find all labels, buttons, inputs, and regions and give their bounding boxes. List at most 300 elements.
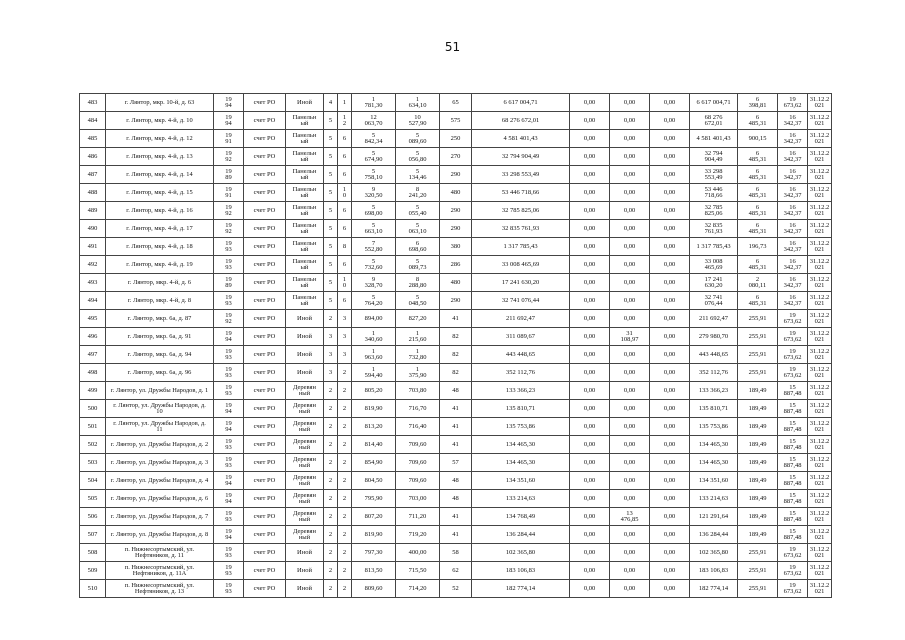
total-cost-cell: 136 284,44 xyxy=(472,526,570,544)
cost-fed-cell: 0,00 xyxy=(570,490,610,508)
residents-cell: 58 xyxy=(440,544,472,562)
residents-cell: 57 xyxy=(440,454,472,472)
table-row xyxy=(80,418,832,436)
max-unit-cost-cell: 16 342,37 xyxy=(778,292,808,310)
living-area-cell: 1 375,90 xyxy=(396,364,440,382)
floors-cell: 2 xyxy=(324,436,338,454)
address-cell: г. Лянтор, мкр. 6а, д. 94 xyxy=(106,346,214,364)
residents-cell: 41 xyxy=(440,418,472,436)
deadline-cell: 31.12.2 021 xyxy=(808,580,832,598)
total-area-cell: 813,50 xyxy=(352,562,396,580)
max-unit-cost-cell: 16 342,37 xyxy=(778,256,808,274)
total-area-cell: 12 063,70 xyxy=(352,112,396,130)
entrances-cell: 6 xyxy=(338,256,352,274)
residents-cell: 82 xyxy=(440,328,472,346)
unit-cost-cell: 6 485,31 xyxy=(738,148,778,166)
unit-cost-cell: 255,91 xyxy=(738,562,778,580)
cost-region-cell: 0,00 xyxy=(610,562,650,580)
floors-cell: 5 xyxy=(324,112,338,130)
cost-fed-cell: 0,00 xyxy=(570,400,610,418)
total-cost-cell: 33 008 465,69 xyxy=(472,256,570,274)
max-unit-cost-cell: 16 342,37 xyxy=(778,202,808,220)
cost-region-cell: 0,00 xyxy=(610,202,650,220)
unit-cost-cell: 255,91 xyxy=(738,346,778,364)
cost-owners-cell: 135 753,86 xyxy=(690,418,738,436)
deadline-cell: 31.12.2 021 xyxy=(808,346,832,364)
deadline-cell: 31.12.2 021 xyxy=(808,220,832,238)
wall-material-cell: Панельн ый xyxy=(286,274,324,292)
build-year-cell: 19 89 xyxy=(214,166,244,184)
max-unit-cost-cell: 19 673,62 xyxy=(778,562,808,580)
floors-cell: 5 xyxy=(324,130,338,148)
cost-local-cell: 0,00 xyxy=(650,472,690,490)
cost-fed-cell: 0,00 xyxy=(570,544,610,562)
wall-material-cell: Панельн ый xyxy=(286,166,324,184)
fund-method-cell: счет РО xyxy=(244,274,286,292)
build-year-cell: 19 93 xyxy=(214,436,244,454)
cost-owners-cell: 183 106,83 xyxy=(690,562,738,580)
deadline-cell: 31.12.2 021 xyxy=(808,166,832,184)
cost-region-cell: 0,00 xyxy=(610,418,650,436)
wall-material-cell: Иной xyxy=(286,346,324,364)
cost-region-cell: 0,00 xyxy=(610,130,650,148)
table-row xyxy=(80,508,832,526)
cost-fed-cell: 0,00 xyxy=(570,418,610,436)
deadline-cell: 31.12.2 021 xyxy=(808,508,832,526)
cost-local-cell: 0,00 xyxy=(650,490,690,508)
total-area-cell: 1 963,60 xyxy=(352,346,396,364)
deadline-cell: 31.12.2 021 xyxy=(808,202,832,220)
entrances-cell: 2 xyxy=(338,400,352,418)
total-area-cell: 809,60 xyxy=(352,580,396,598)
address-cell: г. Лянтор, ул. Дружбы Народов, д. 10 xyxy=(106,400,214,418)
cost-owners-cell: 121 291,64 xyxy=(690,508,738,526)
address-cell: г. Лянтор, мкр. 4-й, д. 10 xyxy=(106,112,214,130)
address-cell: г. Лянтор, ул. Дружбы Народов, д. 4 xyxy=(106,472,214,490)
floors-cell: 3 xyxy=(324,328,338,346)
deadline-cell: 31.12.2 021 xyxy=(808,184,832,202)
cost-fed-cell: 0,00 xyxy=(570,364,610,382)
unit-cost-cell: 900,15 xyxy=(738,130,778,148)
deadline-cell: 31.12.2 021 xyxy=(808,292,832,310)
residents-cell: 480 xyxy=(440,274,472,292)
wall-material-cell: Панельн ый xyxy=(286,184,324,202)
cost-local-cell: 0,00 xyxy=(650,400,690,418)
fund-method-cell: счет РО xyxy=(244,472,286,490)
unit-cost-cell: 255,91 xyxy=(738,544,778,562)
table-row xyxy=(80,526,832,544)
fund-method-cell: счет РО xyxy=(244,292,286,310)
entrances-cell: 6 xyxy=(338,220,352,238)
living-area-cell: 1 215,60 xyxy=(396,328,440,346)
entrances-cell: 6 xyxy=(338,148,352,166)
total-cost-cell: 6 617 004,71 xyxy=(472,94,570,112)
build-year-cell: 19 92 xyxy=(214,202,244,220)
total-area-cell: 854,90 xyxy=(352,454,396,472)
address-cell: г. Лянтор, ул. Дружбы Народов, д. 8 xyxy=(106,526,214,544)
cost-region-cell: 0,00 xyxy=(610,166,650,184)
wall-material-cell: Панельн ый xyxy=(286,130,324,148)
table-row xyxy=(80,310,832,328)
wall-material-cell: Деревян ный xyxy=(286,382,324,400)
address-cell: г. Лянтор, мкр. 10-й, д. 63 xyxy=(106,94,214,112)
wall-material-cell: Деревян ный xyxy=(286,490,324,508)
total-area-cell: 805,20 xyxy=(352,382,396,400)
wall-material-cell: Иной xyxy=(286,328,324,346)
build-year-cell: 19 93 xyxy=(214,454,244,472)
residents-cell: 480 xyxy=(440,184,472,202)
total-cost-cell: 32 835 761,93 xyxy=(472,220,570,238)
cost-owners-cell: 352 112,76 xyxy=(690,364,738,382)
entrances-cell: 1 xyxy=(338,94,352,112)
floors-cell: 5 xyxy=(324,166,338,184)
cost-region-cell: 0,00 xyxy=(610,274,650,292)
build-year-cell: 19 93 xyxy=(214,580,244,598)
address-cell: г. Лянтор, мкр. 4-й, д. 17 xyxy=(106,220,214,238)
row-number-cell: 501 xyxy=(80,418,106,436)
deadline-cell: 31.12.2 021 xyxy=(808,382,832,400)
cost-region-cell: 0,00 xyxy=(610,292,650,310)
address-cell: г. Лянтор, ул. Дружбы Народов, д. 11 xyxy=(106,418,214,436)
wall-material-cell: Панельн ый xyxy=(286,202,324,220)
unit-cost-cell: 189,49 xyxy=(738,400,778,418)
living-area-cell: 5 056,80 xyxy=(396,148,440,166)
table-row xyxy=(80,562,832,580)
table-row xyxy=(80,436,832,454)
living-area-cell: 709,60 xyxy=(396,472,440,490)
table-row xyxy=(80,130,832,148)
living-area-cell: 827,20 xyxy=(396,310,440,328)
build-year-cell: 19 94 xyxy=(214,472,244,490)
cost-owners-cell: 53 446 718,66 xyxy=(690,184,738,202)
build-year-cell: 19 93 xyxy=(214,382,244,400)
cost-region-cell: 0,00 xyxy=(610,436,650,454)
floors-cell: 2 xyxy=(324,562,338,580)
cost-local-cell: 0,00 xyxy=(650,580,690,598)
fund-method-cell: счет РО xyxy=(244,580,286,598)
cost-owners-cell: 135 810,71 xyxy=(690,400,738,418)
floors-cell: 5 xyxy=(324,274,338,292)
total-cost-cell: 32 785 825,06 xyxy=(472,202,570,220)
fund-method-cell: счет РО xyxy=(244,220,286,238)
max-unit-cost-cell: 16 342,37 xyxy=(778,166,808,184)
wall-material-cell: Иной xyxy=(286,364,324,382)
wall-material-cell: Деревян ный xyxy=(286,400,324,418)
cost-local-cell: 0,00 xyxy=(650,310,690,328)
build-year-cell: 19 94 xyxy=(214,112,244,130)
residents-cell: 41 xyxy=(440,508,472,526)
fund-method-cell: счет РО xyxy=(244,310,286,328)
deadline-cell: 31.12.2 021 xyxy=(808,562,832,580)
address-cell: г. Лянтор, мкр. 6а, д. 91 xyxy=(106,328,214,346)
deadline-cell: 31.12.2 021 xyxy=(808,490,832,508)
cost-local-cell: 0,00 xyxy=(650,148,690,166)
wall-material-cell: Панельн ый xyxy=(286,238,324,256)
cost-fed-cell: 0,00 xyxy=(570,328,610,346)
total-cost-cell: 311 089,67 xyxy=(472,328,570,346)
build-year-cell: 19 94 xyxy=(214,418,244,436)
fund-method-cell: счет РО xyxy=(244,148,286,166)
unit-cost-cell: 255,91 xyxy=(738,328,778,346)
cost-owners-cell: 33 008 465,69 xyxy=(690,256,738,274)
build-year-cell: 19 94 xyxy=(214,490,244,508)
total-area-cell: 5 764,20 xyxy=(352,292,396,310)
row-number-cell: 487 xyxy=(80,166,106,184)
fund-method-cell: счет РО xyxy=(244,544,286,562)
cost-region-cell: 0,00 xyxy=(610,112,650,130)
residents-cell: 250 xyxy=(440,130,472,148)
floors-cell: 2 xyxy=(324,508,338,526)
total-area-cell: 807,20 xyxy=(352,508,396,526)
cost-owners-cell: 443 448,65 xyxy=(690,346,738,364)
address-cell: г. Лянтор, ул. Дружбы Народов, д. 3 xyxy=(106,454,214,472)
row-number-cell: 485 xyxy=(80,130,106,148)
total-cost-cell: 32 794 904,49 xyxy=(472,148,570,166)
cost-fed-cell: 0,00 xyxy=(570,238,610,256)
deadline-cell: 31.12.2 021 xyxy=(808,94,832,112)
deadline-cell: 31.12.2 021 xyxy=(808,112,832,130)
cost-owners-cell: 32 785 825,06 xyxy=(690,202,738,220)
cost-region-cell: 0,00 xyxy=(610,148,650,166)
table-row xyxy=(80,292,832,310)
total-cost-cell: 134 768,49 xyxy=(472,508,570,526)
row-number-cell: 493 xyxy=(80,274,106,292)
unit-cost-cell: 6 485,31 xyxy=(738,256,778,274)
cost-local-cell: 0,00 xyxy=(650,454,690,472)
deadline-cell: 31.12.2 021 xyxy=(808,238,832,256)
unit-cost-cell: 189,49 xyxy=(738,526,778,544)
floors-cell: 5 xyxy=(324,220,338,238)
wall-material-cell: Иной xyxy=(286,562,324,580)
cost-region-cell: 31 108,97 xyxy=(610,328,650,346)
cost-local-cell: 0,00 xyxy=(650,274,690,292)
living-area-cell: 5 089,60 xyxy=(396,130,440,148)
cost-owners-cell: 32 835 761,93 xyxy=(690,220,738,238)
max-unit-cost-cell: 19 673,62 xyxy=(778,94,808,112)
entrances-cell: 2 xyxy=(338,436,352,454)
residents-cell: 48 xyxy=(440,472,472,490)
build-year-cell: 19 93 xyxy=(214,292,244,310)
deadline-cell: 31.12.2 021 xyxy=(808,418,832,436)
residents-cell: 62 xyxy=(440,562,472,580)
fund-method-cell: счет РО xyxy=(244,508,286,526)
wall-material-cell: Иной xyxy=(286,580,324,598)
cost-fed-cell: 0,00 xyxy=(570,436,610,454)
max-unit-cost-cell: 19 673,62 xyxy=(778,364,808,382)
wall-material-cell: Деревян ный xyxy=(286,472,324,490)
max-unit-cost-cell: 16 342,37 xyxy=(778,112,808,130)
total-cost-cell: 1 317 785,43 xyxy=(472,238,570,256)
max-unit-cost-cell: 15 887,48 xyxy=(778,454,808,472)
fund-method-cell: счет РО xyxy=(244,130,286,148)
residents-cell: 290 xyxy=(440,292,472,310)
residents-cell: 290 xyxy=(440,202,472,220)
max-unit-cost-cell: 15 887,48 xyxy=(778,508,808,526)
floors-cell: 5 xyxy=(324,148,338,166)
cost-local-cell: 0,00 xyxy=(650,166,690,184)
total-area-cell: 804,50 xyxy=(352,472,396,490)
cost-fed-cell: 0,00 xyxy=(570,94,610,112)
total-cost-cell: 102 365,80 xyxy=(472,544,570,562)
cost-fed-cell: 0,00 xyxy=(570,346,610,364)
total-cost-cell: 33 298 553,49 xyxy=(472,166,570,184)
unit-cost-cell: 6 485,31 xyxy=(738,112,778,130)
total-area-cell: 1 594,40 xyxy=(352,364,396,382)
max-unit-cost-cell: 19 673,62 xyxy=(778,580,808,598)
floors-cell: 5 xyxy=(324,256,338,274)
cost-local-cell: 0,00 xyxy=(650,382,690,400)
max-unit-cost-cell: 16 342,37 xyxy=(778,148,808,166)
address-cell: г. Лянтор, ул. Дружбы Народов, д. 1 xyxy=(106,382,214,400)
address-cell: г. Лянтор, ул. Дружбы Народов, д. 6 xyxy=(106,490,214,508)
residents-cell: 290 xyxy=(440,166,472,184)
address-cell: г. Лянтор, ул. Дружбы Народов, д. 7 xyxy=(106,508,214,526)
total-cost-cell: 134 351,60 xyxy=(472,472,570,490)
build-year-cell: 19 89 xyxy=(214,274,244,292)
unit-cost-cell: 6 398,81 xyxy=(738,94,778,112)
floors-cell: 2 xyxy=(324,580,338,598)
table-row xyxy=(80,274,832,292)
entrances-cell: 2 xyxy=(338,508,352,526)
unit-cost-cell: 6 485,31 xyxy=(738,202,778,220)
row-number-cell: 507 xyxy=(80,526,106,544)
total-area-cell: 813,20 xyxy=(352,418,396,436)
cost-owners-cell: 134 465,30 xyxy=(690,436,738,454)
cost-owners-cell: 4 581 401,43 xyxy=(690,130,738,148)
living-area-cell: 8 241,20 xyxy=(396,184,440,202)
cost-owners-cell: 133 214,63 xyxy=(690,490,738,508)
build-year-cell: 19 93 xyxy=(214,508,244,526)
deadline-cell: 31.12.2 021 xyxy=(808,364,832,382)
table-row xyxy=(80,364,832,382)
living-area-cell: 6 698,60 xyxy=(396,238,440,256)
total-cost-cell: 134 465,30 xyxy=(472,436,570,454)
table-row xyxy=(80,220,832,238)
max-unit-cost-cell: 15 887,48 xyxy=(778,490,808,508)
cost-local-cell: 0,00 xyxy=(650,436,690,454)
row-number-cell: 496 xyxy=(80,328,106,346)
floors-cell: 5 xyxy=(324,184,338,202)
total-area-cell: 5 758,10 xyxy=(352,166,396,184)
living-area-cell: 1 732,80 xyxy=(396,346,440,364)
max-unit-cost-cell: 16 342,37 xyxy=(778,130,808,148)
unit-cost-cell: 189,49 xyxy=(738,508,778,526)
total-area-cell: 795,90 xyxy=(352,490,396,508)
table-row xyxy=(80,472,832,490)
total-cost-cell: 182 774,14 xyxy=(472,580,570,598)
build-year-cell: 19 93 xyxy=(214,256,244,274)
living-area-cell: 5 089,73 xyxy=(396,256,440,274)
unit-cost-cell: 255,91 xyxy=(738,364,778,382)
deadline-cell: 31.12.2 021 xyxy=(808,310,832,328)
cost-owners-cell: 182 774,14 xyxy=(690,580,738,598)
living-area-cell: 709,60 xyxy=(396,454,440,472)
living-area-cell: 5 048,50 xyxy=(396,292,440,310)
fund-method-cell: счет РО xyxy=(244,562,286,580)
cost-owners-cell: 33 298 553,49 xyxy=(690,166,738,184)
total-cost-cell: 17 241 630,20 xyxy=(472,274,570,292)
cost-region-cell: 0,00 xyxy=(610,490,650,508)
address-cell: г. Лянтор, мкр. 4-й, д. 12 xyxy=(106,130,214,148)
row-number-cell: 503 xyxy=(80,454,106,472)
unit-cost-cell: 255,91 xyxy=(738,580,778,598)
cost-region-cell: 0,00 xyxy=(610,580,650,598)
deadline-cell: 31.12.2 021 xyxy=(808,274,832,292)
total-cost-cell: 134 465,30 xyxy=(472,454,570,472)
unit-cost-cell: 196,73 xyxy=(738,238,778,256)
address-cell: г. Лянтор, мкр. 4-й, д. 8 xyxy=(106,292,214,310)
cost-local-cell: 0,00 xyxy=(650,526,690,544)
max-unit-cost-cell: 19 673,62 xyxy=(778,328,808,346)
cost-fed-cell: 0,00 xyxy=(570,274,610,292)
living-area-cell: 5 055,40 xyxy=(396,202,440,220)
living-area-cell: 10 527,90 xyxy=(396,112,440,130)
build-year-cell: 19 94 xyxy=(214,328,244,346)
living-area-cell: 716,40 xyxy=(396,418,440,436)
cost-fed-cell: 0,00 xyxy=(570,220,610,238)
total-cost-cell: 32 741 076,44 xyxy=(472,292,570,310)
cost-region-cell: 0,00 xyxy=(610,310,650,328)
entrances-cell: 2 xyxy=(338,544,352,562)
cost-region-cell: 0,00 xyxy=(610,94,650,112)
fund-method-cell: счет РО xyxy=(244,202,286,220)
total-area-cell: 5 732,60 xyxy=(352,256,396,274)
cost-owners-cell: 17 241 630,20 xyxy=(690,274,738,292)
cost-owners-cell: 134 465,30 xyxy=(690,454,738,472)
unit-cost-cell: 189,49 xyxy=(738,418,778,436)
wall-material-cell: Деревян ный xyxy=(286,454,324,472)
max-unit-cost-cell: 16 342,37 xyxy=(778,220,808,238)
living-area-cell: 716,70 xyxy=(396,400,440,418)
wall-material-cell: Иной xyxy=(286,94,324,112)
max-unit-cost-cell: 15 887,48 xyxy=(778,436,808,454)
fund-method-cell: счет РО xyxy=(244,400,286,418)
wall-material-cell: Панельн ый xyxy=(286,112,324,130)
cost-owners-cell: 133 366,23 xyxy=(690,382,738,400)
deadline-cell: 31.12.2 021 xyxy=(808,436,832,454)
floors-cell: 5 xyxy=(324,202,338,220)
row-number-cell: 495 xyxy=(80,310,106,328)
cost-owners-cell: 136 284,44 xyxy=(690,526,738,544)
build-year-cell: 19 93 xyxy=(214,364,244,382)
max-unit-cost-cell: 16 342,37 xyxy=(778,184,808,202)
unit-cost-cell: 6 485,31 xyxy=(738,166,778,184)
cost-region-cell: 13 476,85 xyxy=(610,508,650,526)
cost-fed-cell: 0,00 xyxy=(570,112,610,130)
total-area-cell: 9 320,50 xyxy=(352,184,396,202)
entrances-cell: 2 xyxy=(338,490,352,508)
address-cell: г. Лянтор, мкр. 4-й, д. 18 xyxy=(106,238,214,256)
cost-fed-cell: 0,00 xyxy=(570,184,610,202)
max-unit-cost-cell: 19 673,62 xyxy=(778,310,808,328)
cost-fed-cell: 0,00 xyxy=(570,202,610,220)
build-year-cell: 19 94 xyxy=(214,94,244,112)
cost-owners-cell: 32 741 076,44 xyxy=(690,292,738,310)
floors-cell: 5 xyxy=(324,292,338,310)
total-cost-cell: 133 214,63 xyxy=(472,490,570,508)
total-area-cell: 5 663,10 xyxy=(352,220,396,238)
wall-material-cell: Иной xyxy=(286,544,324,562)
cost-owners-cell: 102 365,80 xyxy=(690,544,738,562)
residents-cell: 286 xyxy=(440,256,472,274)
living-area-cell: 703,80 xyxy=(396,382,440,400)
cost-region-cell: 0,00 xyxy=(610,382,650,400)
unit-cost-cell: 6 485,31 xyxy=(738,184,778,202)
fund-method-cell: счет РО xyxy=(244,328,286,346)
cost-local-cell: 0,00 xyxy=(650,346,690,364)
residents-cell: 41 xyxy=(440,400,472,418)
cost-region-cell: 0,00 xyxy=(610,346,650,364)
